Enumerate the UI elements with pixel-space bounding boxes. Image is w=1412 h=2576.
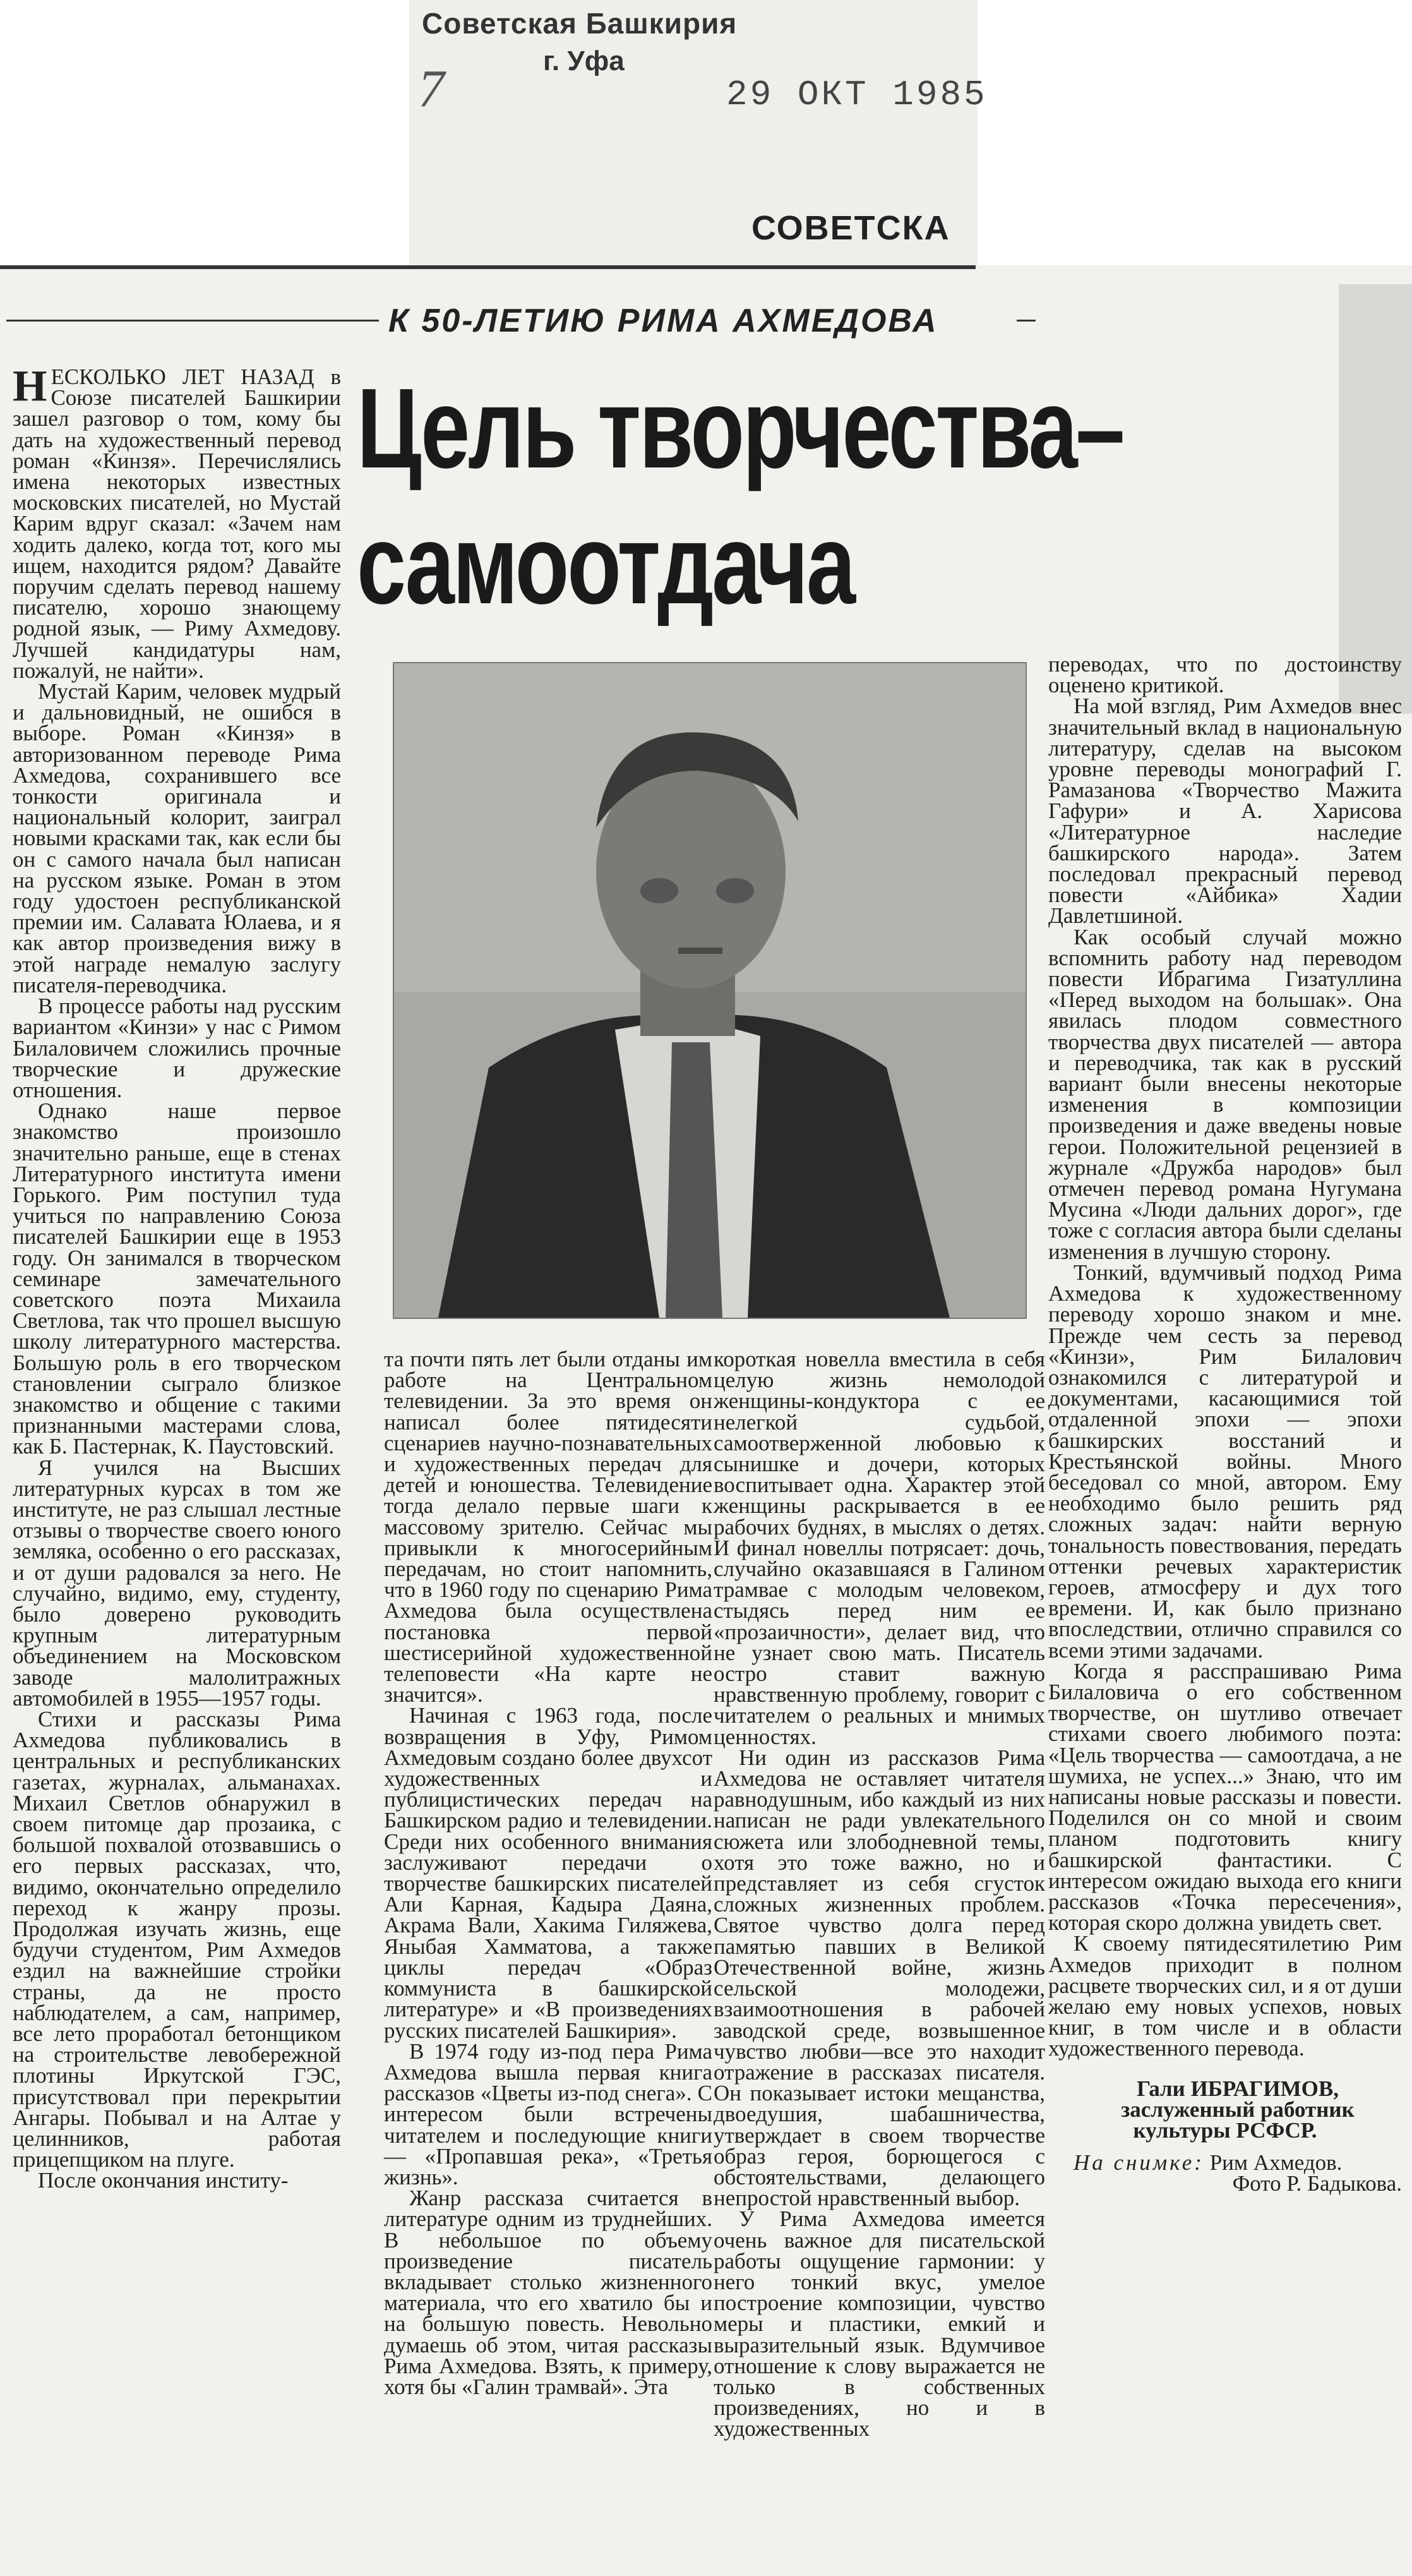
paragraph: В процессе работы над русским вариантом «Кинзи» у нас с Римом Билаловичем сложились прочные творческие и дружеские отношения. [13,994,341,1102]
paragraph: Однако наше первое знакомство произошло значительно раньше, еще в стенах Литературного института имени Горького. Рим поступил туда учиться по направлению Союза писателей Башкирии еще в 1953 году. Он занимался в творческом семинаре замечательного советского поэта Михаила Светлова, так что прошел высшую школу литературного мастерства. Большую роль в его творческом становлении сыграло близкое знакомство и общение с такими признанными мастерами слова, как Б. Пастернак, К. Паустовский. [13,1098,341,1459]
portrait-figure [394,663,1026,1318]
article-column-3 [714,1349,1045,2440]
paragraph: Стихи и рассказы Рима Ахмедова публиковались в центральных и республиканских газетах, журналах, альманахах. Михаил Светлов обнаружил в своем питомце дар прозаика, с большой похвалой отозвавшись о его первых рассказах, что, видимо, окончательно определило переход к жанру прозы. Продолжая изучать жизнь, еще будучи студентом, Рим Ахмедов ездил на важнейшие стройки страны, да не просто наблюдателем, а сам, например, все лето проработал бетонщиком на строительстве левобережной плотины Иркутской ГЭС, присутствовал при перекрытии Ангары. Побывал и на Алтае у целинников, работая прицепщиком на плуге. [13,1707,341,2172]
paragraph: После окончания институ- [38,2168,289,2193]
paragraph: Я учился на Высших литературных курсах в том же институте, не раз слышал лестные отзывы о творчестве своего юного земляка, особенно о его рассказах, и от души радовался за него. Не случайно, видимо, ему, студенту, было доверено руководить крупным литературным объединением на Московском заводе малолитражных автомобилей в 1955—1957 годы. [13,1455,341,1711]
masthead-fragment: СОВЕТСКА [751,209,950,247]
caption-label: На снимке: [1074,2150,1204,2176]
photo-caption [1048,2150,1402,2176]
paragraph: Жанр рассказа считается в литературе одним из труднейших. В небольшое по объему произведение писатель вкладывает столько жизненного материала, что его хватило бы и на большую повесть. Невольно думаешь об этом, читая рассказы Рима Ахмедова. Взять, к примеру, хотя бы «Галин трамвай». Эта [384,2186,712,2399]
paragraph: Как особый случай можно вспомнить работу над переводом повести Ибрагима Гизатуллина «Перед выходом на большак». Она явилась плодом совместного творчества двух писателей — автора и переводчика, так как в русский вариант были внесены некоторые изменения в композиции произведения и даже введены новые герои. Положительной рецензией в журнале «Дружба народов» был отмечен перевод романа Нугумана Мусина «Люди дальних дорог», где тоже с согласия автора были сделаны изменения в лучшую сторону. [1048,924,1402,1264]
paragraph: В 1974 году из-под пера Рима Ахмедова вышла первая книга рассказов «Цветы из-под снега». С интересом были встречены читателем и последующие книги — «Пропавшая река», «Третья жизнь». [384,2038,712,2189]
paragraph: Начиная с 1963 года, после возвращения в Уфу, Римом Ахмедовым создано более двухсот художественных и публицистических передач на Башкирском радио и телевидении. Среди них особенного внимания заслуживают передачи о творчестве башкирских писателей Али Карная, Кадыра Даяна, Акрама Вали, Хакима Гиляжева, Яныбая Хамматова, а также циклы передач «Образ коммуниста в башкирской литературе» и «В произведениях русских писателей Башкирия». [384,1703,712,2043]
clipping-source: Советская Башкирия [422,7,738,40]
paragraph: Когда я расспрашиваю Рима Билаловича о его собственном творчестве, он шутливо отвечает стихами своего любимого поэта: «Цель творчества — самоотдача, а не шумиха, не успех...» Знаю, что им написаны новые рассказы и повести. Поделился он со мной и своим планом подготовить книгу башкирской фантастики. С интересом ожидаю выхода его книги рассказов «Точка пересечения», которая скоро должна увидеть свет. [1048,1658,1402,1935]
clipping-date-stamp: 29 ОКТ 1985 [726,75,988,115]
article-column-2 [384,1349,712,2397]
headline-line-1: Цель творчества– [357,365,1123,492]
rubric-bar [0,297,1036,347]
paragraph: Мустай Карим, человек мудрый и дальновидный, не ошибся в выборе. Роман «Кинзя» в авторизованном переводе Рима Ахмедова, сохранившего все тонкости оригинала и национальный колорит, заиграл новыми красками так, как если бы он с самого начала был написан на русском языке. Роман в этом году удостоен республиканской премии им. Салавата Юлаева, и я как автор произведения вижу в этой награде немалую заслугу писателя-переводчика. [13,679,341,997]
paragraph: короткая новелла вместила в себя целую жизнь немолодой женщины-кондуктора с ее нелегкой судьбой, самоотверженной любовью к сынишке и дочери, которых воспитывает одна. Характер этой женщины раскрывается в ее рабочих буднях, в мыслях о детях. И финал новеллы потрясает: дочь, случайно оказавшаяся в Галином трамвае с молодым человеком, стыдясь перед ним ее «прозаичности», делает вид, что не узнает свою мать. Писатель остро ставит важную нравственную проблему, говорит с читателем о реальных и мнимых ценностях. [714,1347,1045,1749]
clipping-city: г. Уфа [543,45,625,76]
paragraph: та почти пять лет были отданы им работе на Центральном телевидении. За это время он написал более пятидесяти сценариев научно-познавательных и художественных передач для детей и юношества. Телевидение тогда делало первые шаги к массовому зрителю. Сейчас мы привыкли к многосерийным передачам, но стоит напомнить, что в 1960 году по сценарию Рима Ахмедова была осуществлена постановка первой шестисерийной художественной телеповести «На карте не значится». [384,1347,712,1707]
paragraph: У Рима Ахмедова имеется очень важное для писательской работы ощущение гармонии: у него тонкий вкус, умелое построение композиции, чувство меры и пластики, емкий и выразительный язык. Вдумчивое отношение к слову выражается не только в собственных произведениях, но и в художественных [714,2206,1045,2441]
dropcap: Н [13,362,47,411]
handwritten-number: 7 [418,59,445,118]
paragraph: НЕСКОЛЬКО ЛЕТ НАЗАД в Союзе писателей Башкирии зашел разговор о том, кому бы дать на художественный перевод роман «Кинзя». Перечислялись имена некоторых известных московских писателей, но Мустай Карим вдруг сказал: «Зачем нам ходить далеко, когда тот, кого мы ищем, находится рядом? Давайте поручим сделать перевод нашему писателю, хорошо знающему родной язык, — Риму Ахмедову. Лучшей кандидатуры нам, пожалуй, не найти». [13,362,341,683]
headline-line-2: самоотдача [357,501,854,628]
photo-credit: Фото Р. Бадыкова. [1232,2171,1402,2196]
rubric-rule-right [1017,320,1036,322]
paragraph: Ни один из рассказов Рима Ахмедова не оставляет читателя равнодушным, ибо каждый из них написан не ради увлекательного сюжета или злободневной темы, хотя это тоже важно, но и представляет из себя сгусток сложных жизненных проблем. Святое чувство долга перед памятью павших в Великой Отечественной войне, жизнь сельской молодежи, взаимоотношения в рабочей заводской среде, возвышенное чувство любви—все это находит отражение в рассказах писателя. Он показывает истоки мещанства, двоедушия, шабашничества, утверждает в своем творчестве образ героя, борющегося с обстоятельствами, делающего непростой нравственный выбор. [714,1745,1045,2211]
article-column-4 [1048,654,1402,2194]
paragraph: Тонкий, вдумчивый подход Рима Ахмедова к художественному переводу хорошо знаком и мне. Прежде чем сесть за перевод «Кинзи», Рим Билалович ознакомился с литературой и документами, касающимися той отдаленной эпохи — эпохи башкирских восстаний и Крестьянской войны. Много беседовал со мной, автором. Ему необходимо было решить ряд сложных задач: найти верную тональность повествования, передать оттенки речевых характеристик героев, атмосферу и дух того времени. И, как было признано впоследствии, отлично справился со всеми этими задачами. [1048,1260,1402,1663]
paragraph: К своему пятидесятилетию Рим Ахмедов приходит в полном расцвете творческих сил, и я от души желаю ему новых успехов, новых книг, в том числе и в области художественного перевода. [1048,1931,1402,2061]
portrait-photo [393,662,1027,1319]
rubric-text: К 50-ЛЕТИЮ РИМА АХМЕДОВА [388,303,938,339]
caption-text: Рим Ахмедов. [1209,2150,1343,2176]
rubric-rule-left [6,320,379,322]
article-column-1 [13,362,341,2193]
adjacent-article-edge [1339,284,1412,714]
author-title: заслуженный работник культуры РСФСР. [1121,2097,1355,2143]
author-name: Гали ИБРАГИМОВ, [1137,2076,1339,2101]
paragraph: На мой взгляд, Рим Ахмедов внес значительный вклад в национальную литературу, сделав на высоком уровне переводы монографий Г. Рамазанова «Творчество Мажита Гафури» и А. Харисова «Литературное наследие башкирского народа». Затем последовал прекрасный перевод повести «Айбика» Хадии Давлетшиной. [1048,694,1402,929]
paragraph: переводах, что по достоинству оценено критикой. [1048,652,1402,698]
top-rule [0,265,976,269]
